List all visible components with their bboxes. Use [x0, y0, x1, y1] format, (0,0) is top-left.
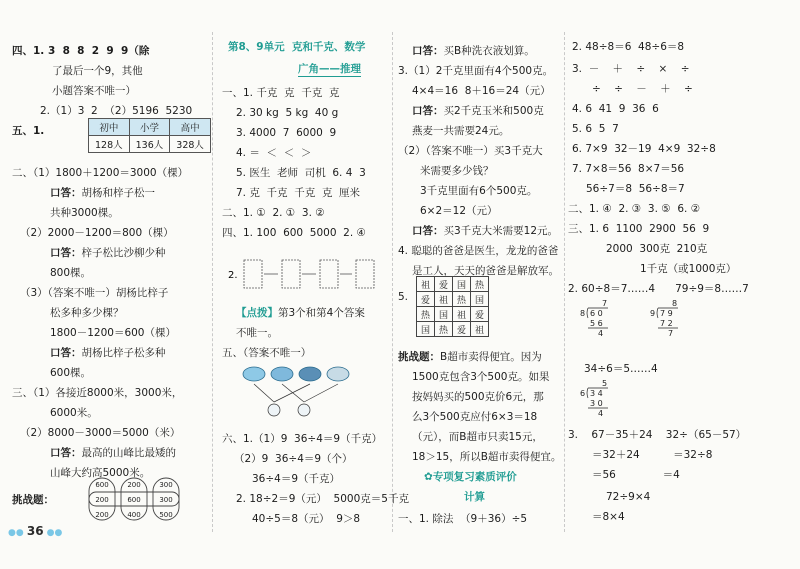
answer-line: ＝56 ＝4	[592, 469, 680, 481]
answer-line: 2. 60÷8＝7……4 79÷9＝8……7	[568, 283, 749, 295]
answer-line: 34÷6＝5……4	[584, 363, 658, 375]
svg-text:8: 8	[580, 309, 586, 318]
grid-cell: 爱	[417, 292, 435, 307]
table-cell: 128人	[89, 136, 130, 153]
answer-line: 2. 30 kg 5 kg 40 g	[236, 107, 339, 119]
answer-line: 6000米。	[50, 407, 98, 419]
section-heading: ✿专项复习素质评价	[424, 471, 517, 483]
long-division-work	[576, 298, 726, 350]
answer-line: （2）9 36÷4＝9（个）	[234, 453, 353, 465]
ring-value: 300	[159, 481, 173, 489]
answer-line: 800棵。	[50, 267, 92, 279]
answer-line: （3）（答案不唯一）胡杨比梓子	[20, 287, 169, 299]
page-number: ●● 36 ●●	[8, 524, 63, 538]
answer-line: 2. 48÷8＝6 48÷6＝8	[572, 41, 685, 53]
answer-line: 燕麦一共需要24元。	[412, 125, 510, 137]
answer-line: 36÷4＝9（千克）	[252, 473, 341, 485]
answer-line: 6×2＝12（元）	[420, 205, 498, 217]
answer-line: 共种3000棵。	[50, 207, 119, 219]
answer-line: 四、1. 100 600 5000 2. ④	[222, 227, 366, 239]
answer-line: 口答：最高的山峰比最矮的	[50, 447, 176, 459]
grid-cell: 祖	[435, 292, 453, 307]
svg-text:2.: 2.	[228, 270, 238, 281]
grid-cell: 祖	[453, 307, 471, 322]
answer-line: 600棵。	[50, 367, 92, 379]
svg-text:7: 7	[668, 329, 674, 338]
answer-line: ＝32＋24 ＝32÷8	[592, 449, 713, 461]
answer-line: ＝8×4	[592, 511, 625, 523]
answer-line: 4. 6 41 9 36 6	[572, 103, 659, 115]
answer-line: 2000 300克 210克	[606, 243, 708, 255]
ring-value: 600	[127, 496, 141, 504]
svg-text:9: 9	[650, 309, 656, 318]
grid-cell: 爱	[471, 307, 489, 322]
svg-text:7: 7	[602, 299, 608, 308]
answer-line: 5. 6 5 7	[572, 123, 619, 135]
grid-cell: 爱	[435, 277, 453, 292]
answer-line: 按妈妈买的500克价6元，那	[412, 391, 544, 403]
grade-table	[88, 118, 211, 153]
answer-line: 口答：胡杨比梓子松多种	[50, 347, 166, 359]
answer-line: 松多种多少棵？	[50, 307, 124, 319]
answer-line: 口答：买3千克大米需要12元。	[412, 225, 559, 237]
answer-line: 2. 18÷2＝9（元） 5000克＝5千克	[236, 493, 409, 505]
ring-value: 200	[95, 511, 109, 519]
answer-line: 三、1. 6 1100 2900 56 9	[568, 223, 710, 235]
answer-line: 4×4＝16 8＋16＝24（元）	[412, 85, 551, 97]
ring-value: 300	[159, 496, 173, 504]
unit-title: 第8、9单元 克和千克、数学	[228, 41, 366, 53]
answer-line: （元），而B超市只卖15元，	[412, 431, 543, 443]
answer-line: 18＞15，所以B超市卖得便宜。	[412, 451, 562, 463]
table-header: 初中	[89, 119, 130, 136]
answer-line: 三、（1）各接近8000米，3000米，	[12, 387, 183, 399]
ring-puzzle-diagram	[86, 476, 182, 522]
table-header: 高中	[170, 119, 211, 136]
ring-value: 400	[127, 511, 141, 519]
answer-line: 5.	[398, 291, 409, 303]
grid-cell: 热	[471, 277, 489, 292]
answer-line: 3千克里面有6个500克。	[420, 185, 538, 197]
grid-cell: 国	[471, 292, 489, 307]
answer-line: 3.（1）2千克里面有4个500克。	[398, 65, 554, 77]
answer-line: 挑战题：B超市卖得便宜。因为	[398, 351, 542, 363]
answer-line: 二、（1）1800＋1200＝3000（棵）	[12, 167, 189, 179]
answer-line: 了最后一个9，其他	[52, 65, 143, 77]
character-grid	[416, 276, 489, 337]
answer-line: 五、1.	[12, 125, 45, 137]
answer-line: 1800－1200＝600（棵）	[50, 327, 176, 339]
grid-cell: 国	[417, 322, 435, 337]
answer-line: 1千克（或1000克）	[640, 263, 737, 275]
ring-value: 600	[95, 481, 109, 489]
answer-line: 口答：胡杨和梓子松一	[50, 187, 155, 199]
tip-line: 【点拨】第3个和第4个答案	[236, 307, 365, 319]
svg-text:6: 6	[580, 389, 586, 398]
grid-cell: 爱	[453, 322, 471, 337]
fish-matching-illustration	[240, 362, 360, 424]
grid-cell: 祖	[471, 322, 489, 337]
answer-line: 二、1. ① 2. ① 3. ②	[222, 207, 325, 219]
answer-line: 7. 克 千克 千克 克 厘米	[236, 187, 361, 199]
answer-line: （2）8000－3000＝5000（米）	[20, 427, 181, 439]
gear-icon: ✿	[424, 471, 433, 483]
grid-cell: 热	[453, 292, 471, 307]
answer-line: 山峰大约高5000米。	[50, 467, 151, 479]
answer-line: 是工人，天天的爸爸是解放军。	[412, 265, 559, 277]
grid-cell: 祖	[417, 277, 435, 292]
answer-line: 五、（答案不唯一）	[222, 347, 312, 359]
answer-line: 3. 67－35＋24 32÷（65－57）	[568, 429, 747, 441]
answer-line: 1500克包含3个500克。如果	[412, 371, 550, 383]
answer-line: 一、1. 千克 克 千克 克	[222, 87, 340, 99]
svg-text:7 9: 7 9	[660, 309, 673, 318]
column-divider	[564, 32, 565, 532]
section-subheading: 计算	[464, 491, 485, 503]
answer-line: 7. 7×8＝56 8×7＝56	[572, 163, 685, 175]
grid-cell: 国	[435, 307, 453, 322]
svg-text:5 6: 5 6	[590, 319, 603, 328]
answer-line: （2）（答案不唯一）买3千克大	[398, 145, 543, 157]
svg-text:4: 4	[598, 409, 604, 418]
answer-line: 六、1.（1）9 36÷4＝9（千克）	[222, 433, 383, 445]
grid-cell: 热	[435, 322, 453, 337]
answer-line: 6. 7×9 32－19 4×9 32÷8	[572, 143, 716, 155]
answer-line: 3. － ＋ ÷ × ÷	[572, 63, 690, 75]
svg-text:3 0: 3 0	[590, 399, 603, 408]
arrow-diagram	[222, 258, 382, 294]
ring-value: 200	[127, 481, 141, 489]
long-division-work	[576, 378, 636, 422]
answer-line: 4. 聪聪的爸爸是医生，龙龙的爸爸	[398, 245, 559, 257]
answer-line: 么3个500克应付6×3＝18	[412, 411, 538, 423]
answer-line: 米需要多少钱？	[420, 165, 494, 177]
answer-line: 口答：买B种洗衣液划算。	[412, 45, 535, 57]
answer-line: 4. ＝ ＜ ＜ ＞	[236, 147, 312, 159]
svg-text:4: 4	[598, 329, 604, 338]
table-header: 小学	[129, 119, 170, 136]
answer-line: 56÷7＝8 56÷8＝7	[586, 183, 685, 195]
answer-line: 小题答案不唯一）	[52, 85, 136, 97]
ring-value: 200	[95, 496, 109, 504]
answer-line: 口答：梓子松比沙柳少种	[50, 247, 166, 259]
answer-line: 3. 4000 7 6000 9	[236, 127, 337, 139]
challenge-label: 挑战题：	[12, 494, 54, 506]
answer-line: ÷ ÷ － ＋ ÷	[592, 83, 693, 95]
answer-line: 二、1. ④ 2. ③ 3. ⑤ 6. ②	[568, 203, 701, 215]
answer-line: 2.（1）3 2 （2）5196 5230	[40, 105, 193, 117]
svg-text:3 4: 3 4	[590, 389, 603, 398]
answer-line: 72÷9×4	[606, 491, 651, 503]
table-cell: 136人	[129, 136, 170, 153]
svg-text:6 0: 6 0	[590, 309, 603, 318]
svg-text:5: 5	[602, 379, 608, 388]
answer-line: （2）2000－1200＝800（棵）	[20, 227, 174, 239]
column-divider	[212, 32, 213, 532]
answer-line: 四、1. 3 8 8 2 9 9（除	[12, 45, 150, 57]
svg-text:7 2: 7 2	[660, 319, 673, 328]
column-divider	[392, 32, 393, 532]
unit-subtitle: 广角——推理	[298, 63, 361, 75]
svg-text:8: 8	[672, 299, 678, 308]
answer-line: 5. 医生 老师 司机 6. 4 3	[236, 167, 366, 179]
grid-cell: 国	[453, 277, 471, 292]
answer-line: 口答：买2千克玉米和500克	[412, 105, 544, 117]
answer-line: 一、1. 除法 （9＋36）÷5	[398, 513, 528, 525]
grid-cell: 热	[417, 307, 435, 322]
ring-value: 500	[159, 511, 173, 519]
answer-line: 40÷5＝8（元） 9＞8	[252, 513, 361, 525]
table-cell: 328人	[170, 136, 211, 153]
answer-line: 不唯一。	[236, 327, 278, 339]
